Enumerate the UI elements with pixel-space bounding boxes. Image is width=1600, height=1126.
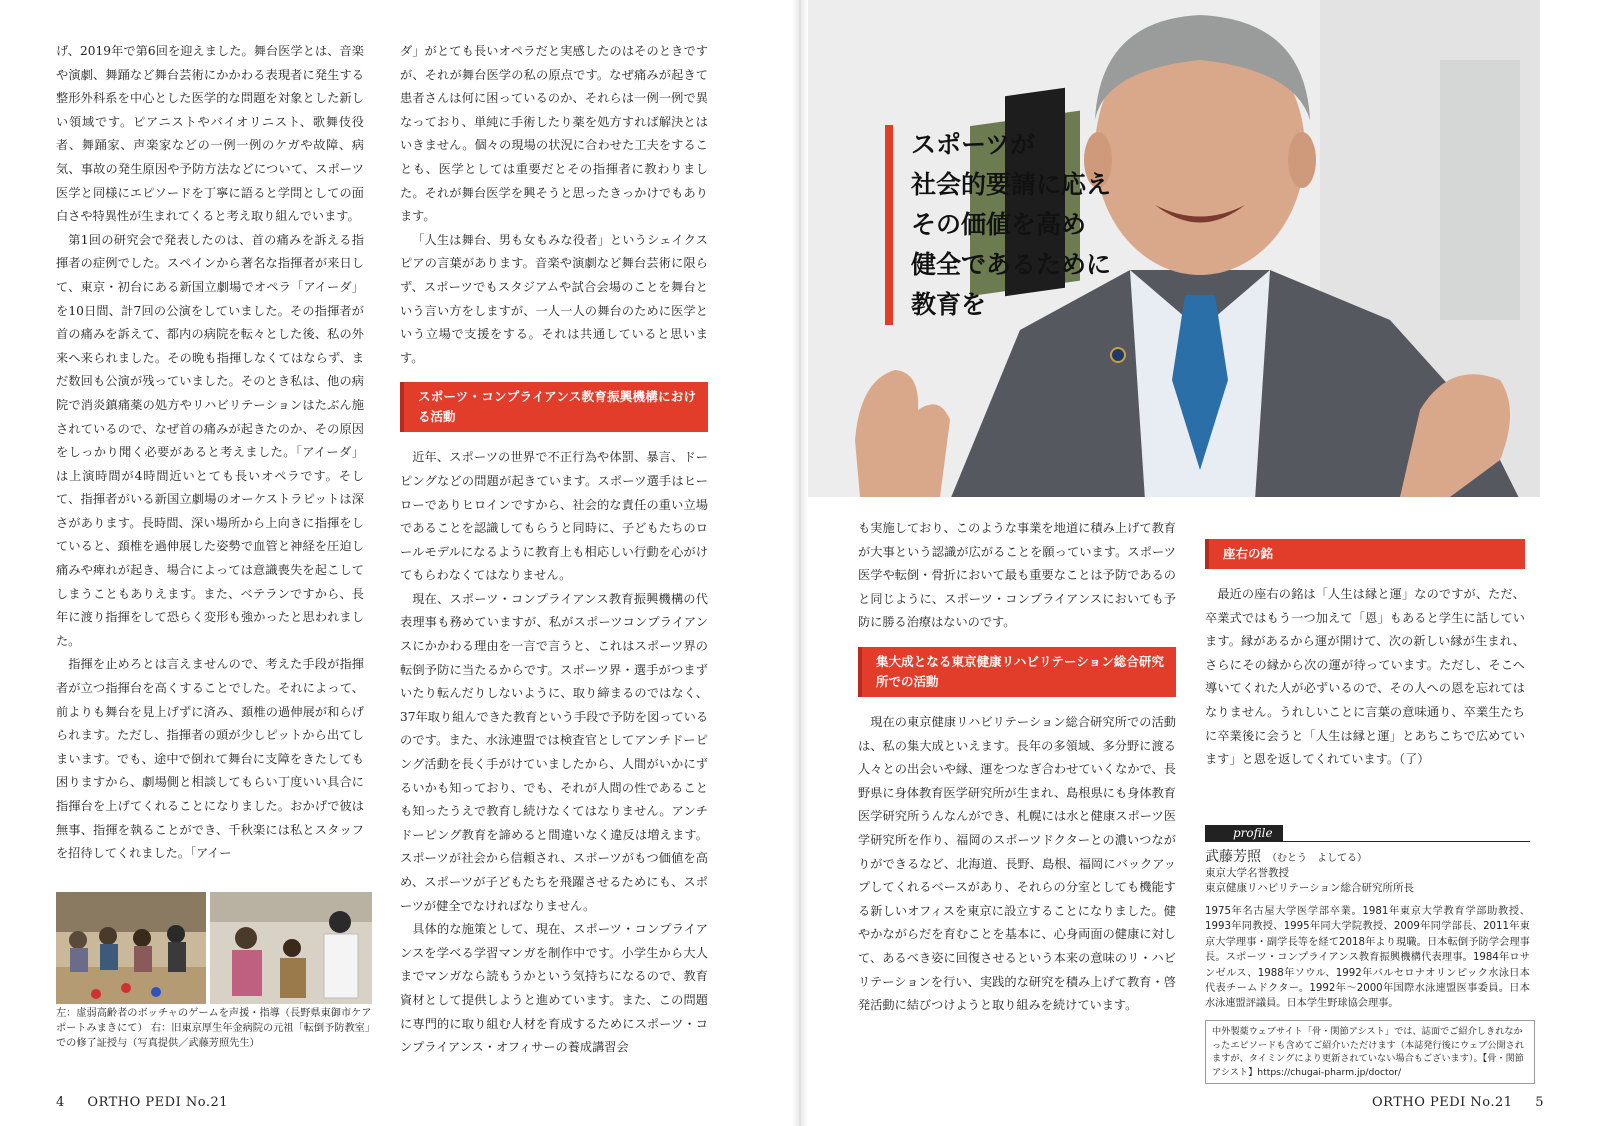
page-number: 5 [1535, 1095, 1544, 1110]
page-gutter [792, 0, 808, 1126]
magazine-title: ORTHO PEDI No.21 [1371, 1095, 1513, 1110]
headline [885, 125, 1111, 325]
profile-name [1205, 846, 1530, 866]
headline-line: その価値を高め [911, 210, 1087, 239]
paragraph: 第1回の研究会で発表したのは、首の痛みを訴える指揮者の症例でした。スペインから著名な指揮者が来日して、東京・初台にある新国立劇場でオペラ「アイーダ」を10日間、計7回の公演をしていました。その指揮者が首の痛みを訴えて、都内の病院を転々とした後、私の外来へ来られました。その晩も指揮しなくてはならず、まだ数回も公演が残っていました。そのとき私は、他の病院で消炎鎮痛薬の処方やリハビリテーションはたぶん施されているので、なぜ首の痛みが起きたのか、その原因をしっかり聞く必要があると考えました。「アイーダ」は上演時間が4時間近いとても長いオペラです。そして、指揮者がいる新国立劇場のオーケストラピットは深さがあります。長時間、深い場所から上向きに指揮をしていると、頚椎を過伸展した姿勢で血管と神経を圧迫し痛みや痺れが起き、場合によっては意識喪失を起こしてしまうこともありえます。また、ベテランですから、長年に渡り指揮をして恐らく変形も強かったと思われました。 [56, 232, 364, 648]
divider [1205, 841, 1530, 842]
photo-caption: 左：虚弱高齢者のボッチャのゲームを声援・指導（長野県東御市ケアポートみまきにて） 右：旧東京厚生年金病院の元祖「転倒予防教室」での修了証授与（写真提供／武藤芳照先生） [56, 1008, 376, 1049]
profile-role: 東京健康リハビリテーション総合研究所所長 [1205, 882, 1415, 894]
section-heading: 集大成となる東京健康リハビリテーション総合研究所での活動 [858, 647, 1176, 697]
article-photos [56, 892, 372, 1004]
web-note: 中外製薬ウェブサイト「骨・関節アシスト」では、誌面でご紹介しきれなかったエピソードも含めてご紹介いただけます（本誌発行後にウェブ公開されますが、タイミングにより更新されていない場合もございます）。【骨・関節アシスト】https://chugai-pharm.jp/doctor/ [1205, 1020, 1535, 1084]
right-column-1 [858, 517, 1176, 1018]
paragraph: も実施しており、このような事業を地道に積み上げて教育が大事という認識が広がることを願っています。スポーツ医学や転倒・骨折において最も重要なことは予防であるのと同じように、スポーツ・コンプライアンスにおいても予防に勝る治療はないのです。 [858, 521, 1176, 630]
headline-line: 教育を [911, 290, 987, 319]
headline-line: 社会的要請に応え [911, 170, 1112, 199]
paragraph: げ、2019年で第6回を迎えました。舞台医学とは、音楽や演劇、舞踊など舞台芸術にかかわる表現者に発生する整形外科系を中心とした医学的な問題を対象とした新しい領域です。ピアニストやバイオリニスト、歌舞伎役者、舞踊家、声楽家などの一例一例のケガや故障、病気、事故の発生原因や予防方法などについて、スポーツ医学と同様にエピソードを丁寧に語ると学問としての面白さや特異性が生まれてくると考え取り組んでいます。 [56, 44, 364, 224]
paragraph: 現在の東京健康リハビリテーション総合研究所での活動は、私の集大成といえます。長年の多領域、多分野に渡る人々との出会いや縁、運をつなぎ合わせていくなかで、長野県に身体教育医学研究所が生まれ、島根県にも身体教育医学研究所うんなんができ、札幌には水と健康スポーツ医学研究所を作り、福岡のスポーツドクターとの濃いつながりができるなど、北海道、長野、島根、福岡にバックアップしてくれるベースがあり、それらの分室としても機能する新しいオフィスを東京に設立することになりました。健やかながらだを育むことを基本に、心身両面の健康に対して、あるべき姿に回復させるという本来の意味のリ・ハビリテーションを行い、実践的な研究を積み上げて教育・啓発活動に結びつけようと取り組みを続けています。 [858, 714, 1176, 1013]
paragraph: 最近の座右の銘は「人生は縁と運」なのですが、ただ、卒業式ではもう一つ加えて「恩」もあると学生に話しています。縁があるから運が開けて、次の新しい縁が生まれ、さらにその縁から次の運が待っています。ただし、そこへ導いてくれた人が必ずいるので、その人への恩を忘れてはなりません。うれしいことに言葉の意味通り、卒業生たちに卒業後に会うと「人生は縁と運」とあちこちで広めています」と恩を返してくれています。（了） [1205, 587, 1525, 767]
profile-box [1205, 822, 1530, 1012]
profile-label: profile [1205, 825, 1283, 841]
profile-name-text: 武藤芳照 [1205, 849, 1261, 865]
section-heading: 座右の銘 [1205, 539, 1525, 569]
paragraph: 現在、スポーツ・コンプライアンス教育振興機構の代表理事も務めていますが、私がスポーツコンプライアンスにかかわる理由を一言で言うと、これはスポーツ界の転倒予防に当たるからです。スポーツ界・選手がつまずいたり転んだりしないように、取り締まるのではなく、37年取り組んできた教育という手段で予防を図っているのです。また、水泳連盟では検査官としてアンチドーピング活動を長く手がけていましたから、人間がいかにずるいかも知っており、でも、それが人間の性であることも知ったうえで教育し続けなくてはなりません。アンチドーピング教育を諦めると間違いなく違反は増えます。スポーツが社会から信頼され、スポーツがもつ価値を高め、スポーツが子どもたちを飛躍させるためにも、スポーツが健全でなければなりません。 [400, 591, 709, 913]
right-folio [1372, 1095, 1544, 1110]
paragraph: ダ」がとても長いオペラだと実感したのはそのときですが、それが舞台医学の私の原点です。なぜ痛みが起きて患者さんは何に困っているのか、それらは一例一例で異なっており、単純に手術したり薬を処方すれば解決とはいきません。個々の現場の状況に合わせた工夫をすることも、医学としては重要だとその指揮者に教わりました。それが舞台医学を興そうと思ったきっかけでもあります。 [400, 44, 708, 224]
paragraph: 「人生は舞台、男も女もみな役者」というシェイクスピアの言葉があります。音楽や演劇など舞台芸術に限らず、スポーツでもスタジアムや試合会場のことを舞台という言い方をしますが、一人一人の舞台のために医学という立場で支援をする。それは共通していると思います。 [400, 232, 708, 365]
headline-line: 健全であるために [911, 250, 1112, 279]
paragraph: 指揮を止めろとは言えませんので、考えた手段が指揮者が立つ指揮台を高くすることでした。それによって、前よりも舞台を見上げずに済み、頚椎の過伸展が和らげられます。ただし、指揮者の頭が少しピットから出てしまいます。でも、途中で倒れて舞台に支障をきたしても困りますから、劇場側と相談してもらい丁度いい具合に指揮台を上げてくれることになりました。おかげで彼は無事、指揮を執ることができ、千秋楽には私とスタッフを招待してくれました。「アイー [56, 657, 364, 861]
page-number: 4 [56, 1095, 65, 1110]
left-column-2 [400, 40, 708, 1060]
right-column-2 [1205, 527, 1525, 772]
paragraph: 具体的な施策として、現在、スポーツ・コンプライアンスを学べる学習マンガを制作中です。小学生から大人までマンガなら読もうかという気持ちになるので、教育資材として提供しようと進めています。また、この問題に専門的に取り組む人材を育成するためにスポーツ・コンプライアンス・オフィサーの養成講習会 [400, 922, 708, 1055]
left-folio [56, 1095, 228, 1110]
magazine-title: ORTHO PEDI No.21 [87, 1095, 229, 1110]
profile-name-reading: （むとう よしてる） [1267, 853, 1367, 864]
left-column-1 [56, 40, 364, 866]
paragraph: 近年、スポーツの世界で不正行為や体罰、暴言、ドーピングなどの問題が起きています。スポーツ選手はヒーローでありヒロインですから、社会的な責任の重い立場であることを認識してもらうと同時に、子どもたちのロールモデルになるように教育上も相応しい行動を心がけてもらわなくてはなりません。 [400, 450, 708, 583]
profile-bio: 1975年名古屋大学医学部卒業。1981年東京大学教育学部助教授、1993年同教授、1995年同大学院教授、2009年同学部長、2011年東京大学理事・副学長等を経て2018年より現職。日本転倒予防学会理事長。スポーツ・コンプライアンス教育振興機構代表理事。1984年ロサンゼルス、1988年ソウル、1992年バルセロナオリンピック水泳日本代表チームドクター。1992年～2000年国際水泳連盟医事委員。日本水泳連盟評議員。日本学生野球協会理事。 [1205, 906, 1530, 1010]
headline-line: スポーツが [911, 130, 1036, 159]
section-heading: スポーツ・コンプライアンス教育振興機構における活動 [400, 382, 708, 432]
profile-role: 東京大学名誉教授 [1205, 867, 1289, 879]
